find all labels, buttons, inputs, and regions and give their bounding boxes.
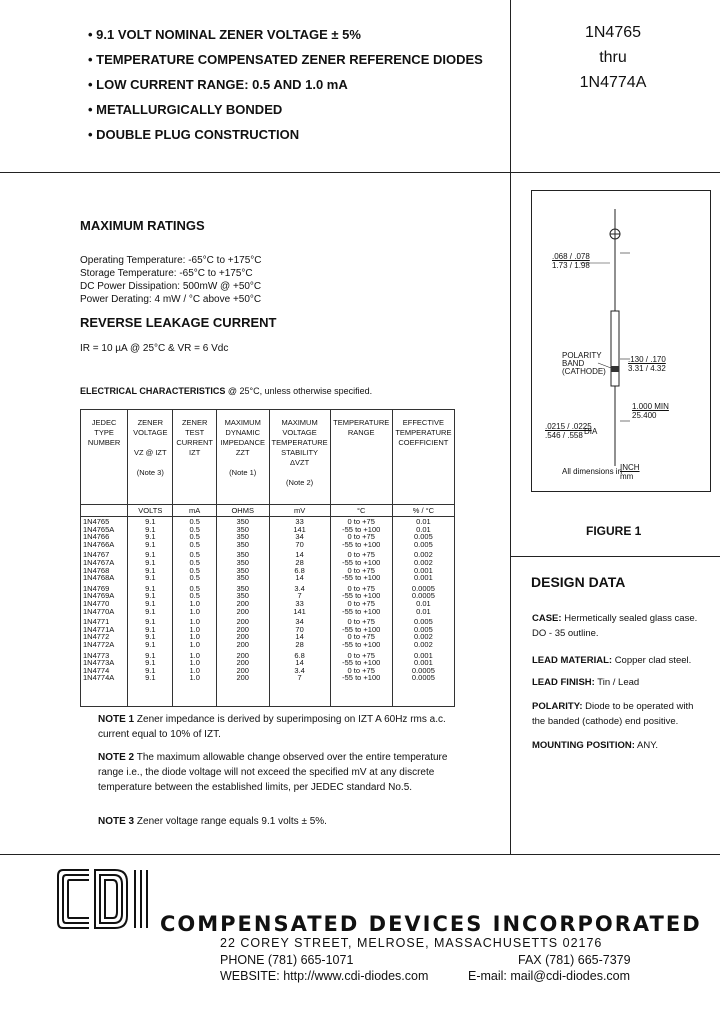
table-cell: 0.5 [189,583,200,593]
table-cell: -55 to +100 [342,573,381,583]
row-group [83,618,125,648]
electrical-subtitle: @ 25°C, unless otherwise specified. [227,386,373,396]
table-cell: 350 [236,550,249,560]
table-cell: 0.5 [189,517,200,526]
row-group [83,652,125,682]
table-cell: 1N4774 [83,665,110,675]
table-cell: 28 [295,639,304,649]
table-cell: 200 [236,658,249,668]
table-cell: 141 [293,524,306,534]
table-cell: 9.1 [145,557,156,567]
table-cell: 9.1 [145,539,156,549]
row-group [219,652,267,682]
table-cell: 9.1 [145,639,156,649]
table-cell: 200 [236,617,249,627]
table-cell: 9.1 [145,632,156,642]
table-cell: 0.005 [414,624,433,634]
col-header-type: JEDEC TYPE NUMBER [81,410,128,505]
row-group [395,518,452,548]
table-cell: 0.01 [416,517,431,526]
table-cell: 1N4771A [83,624,115,634]
table-cell: 1.0 [189,673,200,683]
table-cell: 9.1 [145,606,156,616]
table-cell: 1.0 [189,632,200,642]
table-cell: 350 [236,583,249,593]
table-cell: 0 to +75 [347,550,375,560]
dim-dia: .0215 / .0225 .546 / .558 [545,422,592,440]
row-group [333,652,390,682]
table-cell: 1.0 [189,617,200,627]
design-data-top-rule [511,556,720,557]
col-header-stability: MAXIMUM VOLTAGE TEMPERATURE STABILITY ΔVZT (Note 2) [269,410,330,505]
table-cell: 1N4767 [83,550,110,560]
table-cell: 200 [236,639,249,649]
table-cell: 0.01 [416,606,431,616]
table-cell: 7 [297,673,302,683]
table-cell: 9.1 [145,573,156,583]
table-units-row: VOLTS mA OHMS mV °C % / °C [81,505,455,517]
row-group [83,585,125,615]
company-email[interactable]: E-mail: mail@cdi-diodes.com [468,969,631,983]
table-cell: 9.1 [145,617,156,627]
table-cell: 1N4772 [83,632,110,642]
table-cell: 9.1 [145,591,156,601]
cdi-logo-text [66,935,67,936]
table-cell: -55 to +100 [342,591,381,601]
table-cell: 1N4765A [83,524,115,534]
row-group [395,551,452,581]
row-group [395,618,452,648]
row-group [333,551,390,581]
table-cell: 28 [295,557,304,567]
table-cell: -55 to +100 [342,639,381,649]
col-header-coeff: EFFECTIVE TEMPERATURE COEFFICIENT [392,410,454,505]
note-1: NOTE 1 Zener impedance is derived by superimposing on IZT A 60Hz rms a.c. current equal to 10% of IZT. [98,714,446,740]
col-header-voltage: ZENER VOLTAGE VZ @ IZT (Note 3) [128,410,173,505]
row-group [219,518,267,548]
table-cell: 200 [236,650,249,660]
row-group [130,652,170,682]
row-group [175,585,214,615]
table-cell: 0.5 [189,532,200,542]
table-cell: -55 to +100 [342,658,381,668]
row-group [175,652,214,682]
row-group [130,551,170,581]
part-number-to: 1N4774A [579,74,647,91]
table-cell: 1N4768 [83,565,110,575]
row-group [175,618,214,648]
table-cell: 1.0 [189,665,200,675]
table-cell: 6.8 [294,650,305,660]
table-cell: 0 to +75 [347,650,375,660]
table-cell: 3.4 [294,665,305,675]
table-cell: 6.8 [294,565,305,575]
company-address: 22 COREY STREET, MELROSE, MASSACHUSETTS 02176 [220,936,603,950]
table-cell: 3.4 [294,583,305,593]
company-fax: FAX (781) 665-7379 [518,953,631,967]
table-cell: 0.01 [416,524,431,534]
dim-lead: 1.000 MIN 25.400 [632,402,669,420]
table-cell: 14 [295,550,304,560]
row-group [83,518,125,548]
type-column [81,517,128,707]
company-phone: PHONE (781) 665-1071 [220,953,354,967]
table-cell: 200 [236,673,249,683]
company-website[interactable]: WEBSITE: http://www.cdi-diodes.com [220,969,429,983]
voltage-column [128,517,173,707]
row-group [333,618,390,648]
table-cell: 0.0005 [411,673,435,683]
table-cell: 350 [236,557,249,567]
max-ratings-list [80,254,262,306]
coeff-column [392,517,454,707]
table-cell: 1N4774A [83,673,115,683]
reverse-leakage-title: REVERSE LEAKAGE CURRENT [80,315,277,330]
table-cell: 9.1 [145,624,156,634]
row-group [333,518,390,548]
table-cell: 9.1 [145,650,156,660]
table-cell: 0.005 [414,539,433,549]
table-cell: 0.5 [189,591,200,601]
dim-units: INCH mm [620,463,640,481]
table-cell: 0 to +75 [347,517,375,526]
table-cell: 1N4769 [83,583,110,593]
table-cell: 1.0 [189,658,200,668]
table-cell: 0.001 [414,573,433,583]
table-cell: 0.002 [414,550,433,560]
table-cell: 33 [295,517,304,526]
table-cell: 1.0 [189,598,200,608]
note-2: NOTE 2 The maximum allowable change observed over the entire temperature range i.e., the diode voltage will not exceed the specified mV at any discrete temperature between the established limits, per JEDEC standard No.5. [98,752,448,793]
table-cell: 9.1 [145,665,156,675]
max-rating-line: Operating Temperature: -65°C to +175°C [80,255,262,266]
electrical-characteristics-table [80,409,455,707]
table-cell: 350 [236,517,249,526]
table-cell: 0.5 [189,557,200,567]
table-cell: 0 to +75 [347,532,375,542]
table-cell: 9.1 [145,565,156,575]
row-group [395,585,452,615]
row-group [83,551,125,581]
table-cell: 0 to +75 [347,598,375,608]
table-cell: 1N4770 [83,598,110,608]
row-group [130,585,170,615]
max-rating-line: Storage Temperature: -65°C to +175°C [80,268,253,279]
note-3: NOTE 3 Zener voltage range equals 9.1 volts ± 5%. [98,816,327,827]
table-cell: 9.1 [145,673,156,683]
feature-bullet: • METALLURGICALLY BONDED [88,102,283,117]
table-cell: 33 [295,598,304,608]
table-cell: 1N4771 [83,617,110,627]
table-cell: 14 [295,658,304,668]
table-cell: 141 [293,606,306,616]
electrical-title-row [80,386,372,396]
table-cell: 0 to +75 [347,617,375,627]
table-cell: 1N4773A [83,658,115,668]
row-group [130,618,170,648]
table-cell: 14 [295,573,304,583]
design-data-case: CASE: Hermetically sealed glass case. DO - 35 outline. [532,613,698,639]
table-cell: 0.005 [414,532,433,542]
table-cell: 0.01 [416,598,431,608]
part-number-thru: thru [599,49,627,66]
table-cell: 350 [236,539,249,549]
max-rating-line: DC Power Dissipation: 500mW @ +50°C [80,281,262,292]
dim-top: .068 / .078 1.73 / 1.98 [552,252,590,270]
table-cell: 0.5 [189,539,200,549]
feature-bullet: • 9.1 VOLT NOMINAL ZENER VOLTAGE ± 5% [88,27,361,42]
table-cell: 9.1 [145,550,156,560]
table-cell: -55 to +100 [342,557,381,567]
table-cell: 0.002 [414,557,433,567]
table-cell: 200 [236,624,249,634]
header-divider [510,0,511,172]
table-cell: 200 [236,606,249,616]
feature-bullet: • DOUBLE PLUG CONSTRUCTION [88,127,300,142]
table-cell: -55 to +100 [342,539,381,549]
row-group [272,618,328,648]
table-cell: 0 to +75 [347,665,375,675]
footer-top-rule [0,854,720,855]
col-header-impedance: MAXIMUM DYNAMIC IMPEDANCE ZZT (Note 1) [216,410,269,505]
table-cell: 0.001 [414,565,433,575]
max-rating-line: Power Derating: 4 mW / °C above +50°C [80,294,262,305]
table-cell: 0.5 [189,573,200,583]
table-cell: 200 [236,665,249,675]
company-name: COMPENSATED DEVICES INCORPORATED [160,912,702,936]
table-cell: -55 to +100 [342,624,381,634]
table-cell: 1N4772A [83,639,115,649]
row-group [219,551,267,581]
row-group [175,551,214,581]
table-cell: 0 to +75 [347,565,375,575]
table-body-row [81,517,455,707]
design-data-lead-finish: LEAD FINISH: Tin / Lead [532,677,640,688]
diode-outline-drawing [532,191,710,491]
table-cell: 14 [295,632,304,642]
table-cell: 0.0005 [411,591,435,601]
impedance-column [216,517,269,707]
table-cell: 0.001 [414,658,433,668]
table-cell: 1.0 [189,639,200,649]
table-cell: 9.1 [145,524,156,534]
dim-body: .130 / .170 3.31 / 4.32 [628,355,666,373]
table-cell: 350 [236,524,249,534]
row-group [219,618,267,648]
max-ratings-title: MAXIMUM RATINGS [80,218,205,233]
feature-bullet: • TEMPERATURE COMPENSATED ZENER REFERENCE DIODES [88,52,483,67]
table-cell: 70 [295,539,304,549]
table-cell: -55 to +100 [342,673,381,683]
table-cell: 1.0 [189,624,200,634]
table-cell: 1N4765 [83,517,110,526]
row-group [272,652,328,682]
table-cell: 7 [297,591,302,601]
table-cell: 9.1 [145,598,156,608]
row-group [130,518,170,548]
table-cell: 1N4769A [83,591,115,601]
row-group [272,518,328,548]
table-cell: 1N4768A [83,573,115,583]
current-column [173,517,217,707]
electrical-title: ELECTRICAL CHARACTERISTICS [80,386,226,396]
table-cell: 1N4766 [83,532,110,542]
row-group [272,551,328,581]
table-cell: 0.001 [414,650,433,660]
part-number-from: 1N4765 [584,24,642,41]
table-cell: 1N4766A [83,539,115,549]
table-cell: 1N4767A [83,557,115,567]
table-cell: 0.5 [189,565,200,575]
polarity-label: POLARITY BAND (CATHODE) [562,351,606,376]
table-cell: 0.005 [414,617,433,627]
table-cell: 9.1 [145,583,156,593]
row-group [219,585,267,615]
table-cell: -55 to +100 [342,606,381,616]
table-cell: 1.0 [189,650,200,660]
figure-frame [531,190,711,492]
table-header-row [81,410,455,505]
table-cell: 9.1 [145,532,156,542]
table-cell: 1N4773 [83,650,110,660]
row-group [333,585,390,615]
feature-bullet: • LOW CURRENT RANGE: 0.5 AND 1.0 mA [88,77,348,92]
table-cell: 0.002 [414,632,433,642]
design-data-polarity: POLARITY: Diode to be operated with the banded (cathode) end positive. [532,701,694,727]
row-group [175,518,214,548]
table-cell: 1.0 [189,606,200,616]
range-column [330,517,392,707]
table-cell: 0 to +75 [347,632,375,642]
cdi-logo [55,866,155,932]
row-group [395,652,452,682]
table-cell: 0.0005 [411,665,435,675]
table-cell: 0.5 [189,550,200,560]
row-group [272,585,328,615]
table-cell: 350 [236,573,249,583]
design-data-lead-material: LEAD MATERIAL: Copper clad steel. [532,655,692,666]
table-cell: 0 to +75 [347,583,375,593]
table-cell: 0.002 [414,639,433,649]
dia-label: DIA [584,427,598,436]
table-cell: 70 [295,624,304,634]
table-cell: 0.5 [189,524,200,534]
table-cell: 9.1 [145,517,156,526]
table-cell: 350 [236,532,249,542]
design-data-title: DESIGN DATA [531,574,626,590]
table-cell: 0.0005 [411,583,435,593]
table-cell: 350 [236,565,249,575]
col-header-current: ZENER TEST CURRENT IZT [173,410,217,505]
table-cell: 9.1 [145,658,156,668]
table-cell: 34 [295,532,304,542]
table-cell: 350 [236,591,249,601]
col-header-range: TEMPERATURE RANGE [330,410,392,505]
all-dims-label: All dimensions in [562,467,623,476]
design-data-mounting: MOUNTING POSITION: ANY. [532,740,658,751]
table-cell: 1N4770A [83,606,115,616]
reverse-leakage-line: IR = 10 µA @ 25°C & VR = 6 Vdc [80,343,229,354]
table-cell: 200 [236,598,249,608]
right-column-divider [510,172,511,854]
table-cell: 34 [295,617,304,627]
table-cell: 200 [236,632,249,642]
stability-column [269,517,330,707]
table-cell: -55 to +100 [342,524,381,534]
header-bottom-rule [0,172,720,173]
figure-caption: FIGURE 1 [586,524,642,538]
